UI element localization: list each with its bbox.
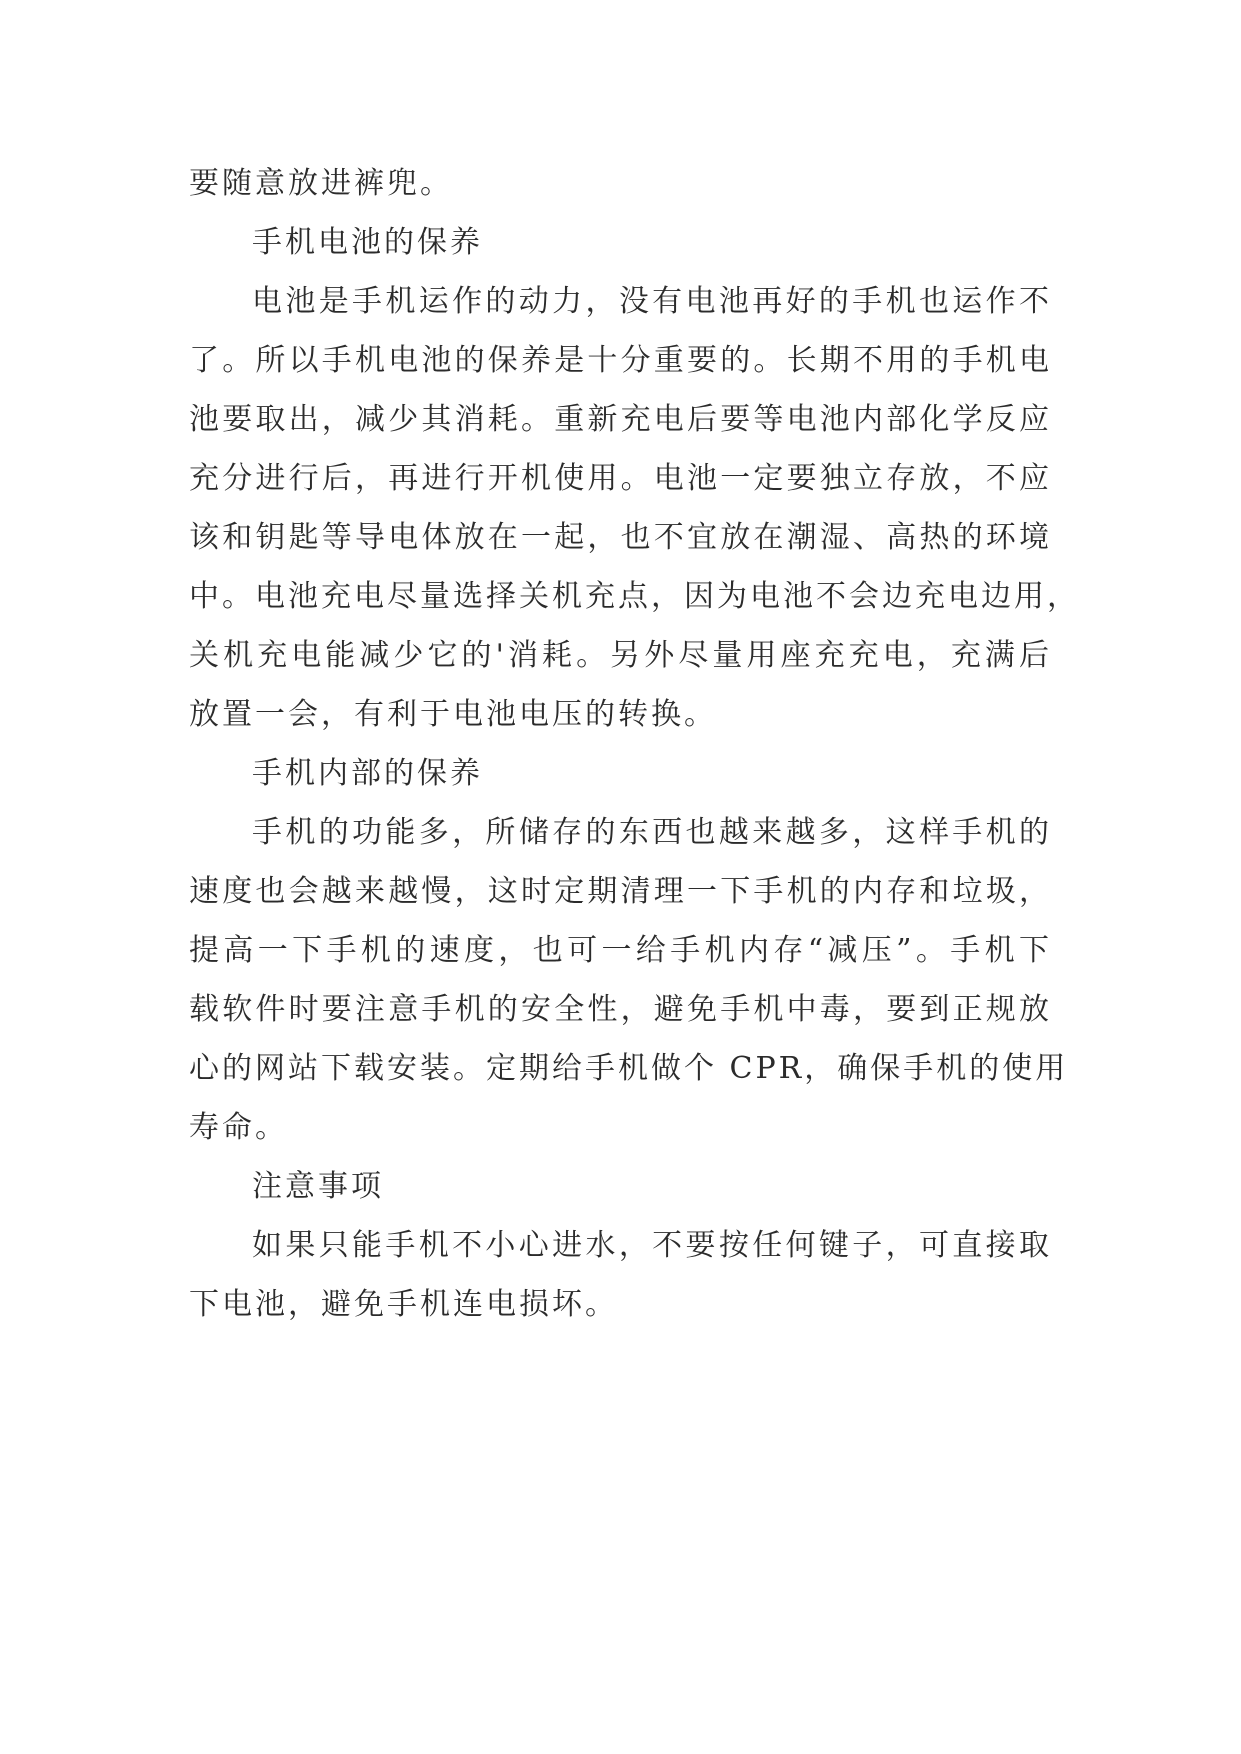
text-line: 要随意放进裤兜。 <box>189 166 453 201</box>
text-line: 载软件时要注意手机的安全性，避免手机中毒，要到正规放 <box>189 992 1052 1027</box>
text-line: 充分进行后，再进行开机使用。电池一定要独立存放，不应 <box>189 461 1052 496</box>
text-line: 速度也会越来越慢，这时定期清理一下手机的内存和垃圾， <box>189 874 1052 909</box>
text-line: 如果只能手机不小心进水，不要按任何键子，可直接取 <box>252 1228 1052 1263</box>
text-line: 关机充电能减少它的'消耗。另外尽量用座充充电，充满后 <box>189 638 1052 673</box>
text-line: 中。电池充电尽量选择关机充点，因为电池不会边充电边用， <box>189 579 1080 614</box>
section-heading-battery: 手机电池的保养 <box>252 225 483 260</box>
text-line: 了。所以手机电池的保养是十分重要的。长期不用的手机电 <box>189 343 1052 378</box>
text-line: 手机的功能多，所储存的东西也越来越多，这样手机的 <box>252 815 1052 850</box>
text-line: 电池是手机运作的动力，没有电池再好的手机也运作不 <box>252 284 1052 319</box>
text-line: 放置一会，有利于电池电压的转换。 <box>189 697 717 732</box>
text-line: 提高一下手机的速度，也可一给手机内存“减压”。手机下 <box>189 933 1052 968</box>
section-heading-notes: 注意事项 <box>252 1169 384 1204</box>
section-heading-internal: 手机内部的保养 <box>252 756 483 791</box>
text-line: 寿命。 <box>189 1110 288 1145</box>
text-line: 池要取出，减少其消耗。重新充电后要等电池内部化学反应 <box>189 402 1052 437</box>
document-body <box>189 154 1080 1334</box>
text-line: 该和钥匙等导电体放在一起，也不宜放在潮湿、高热的环境 <box>189 520 1052 555</box>
text-line: 下电池，避免手机连电损坏。 <box>189 1287 618 1322</box>
text-line: 心的网站下载安装。定期给手机做个 CPR，确保手机的使用 <box>189 1051 1069 1086</box>
